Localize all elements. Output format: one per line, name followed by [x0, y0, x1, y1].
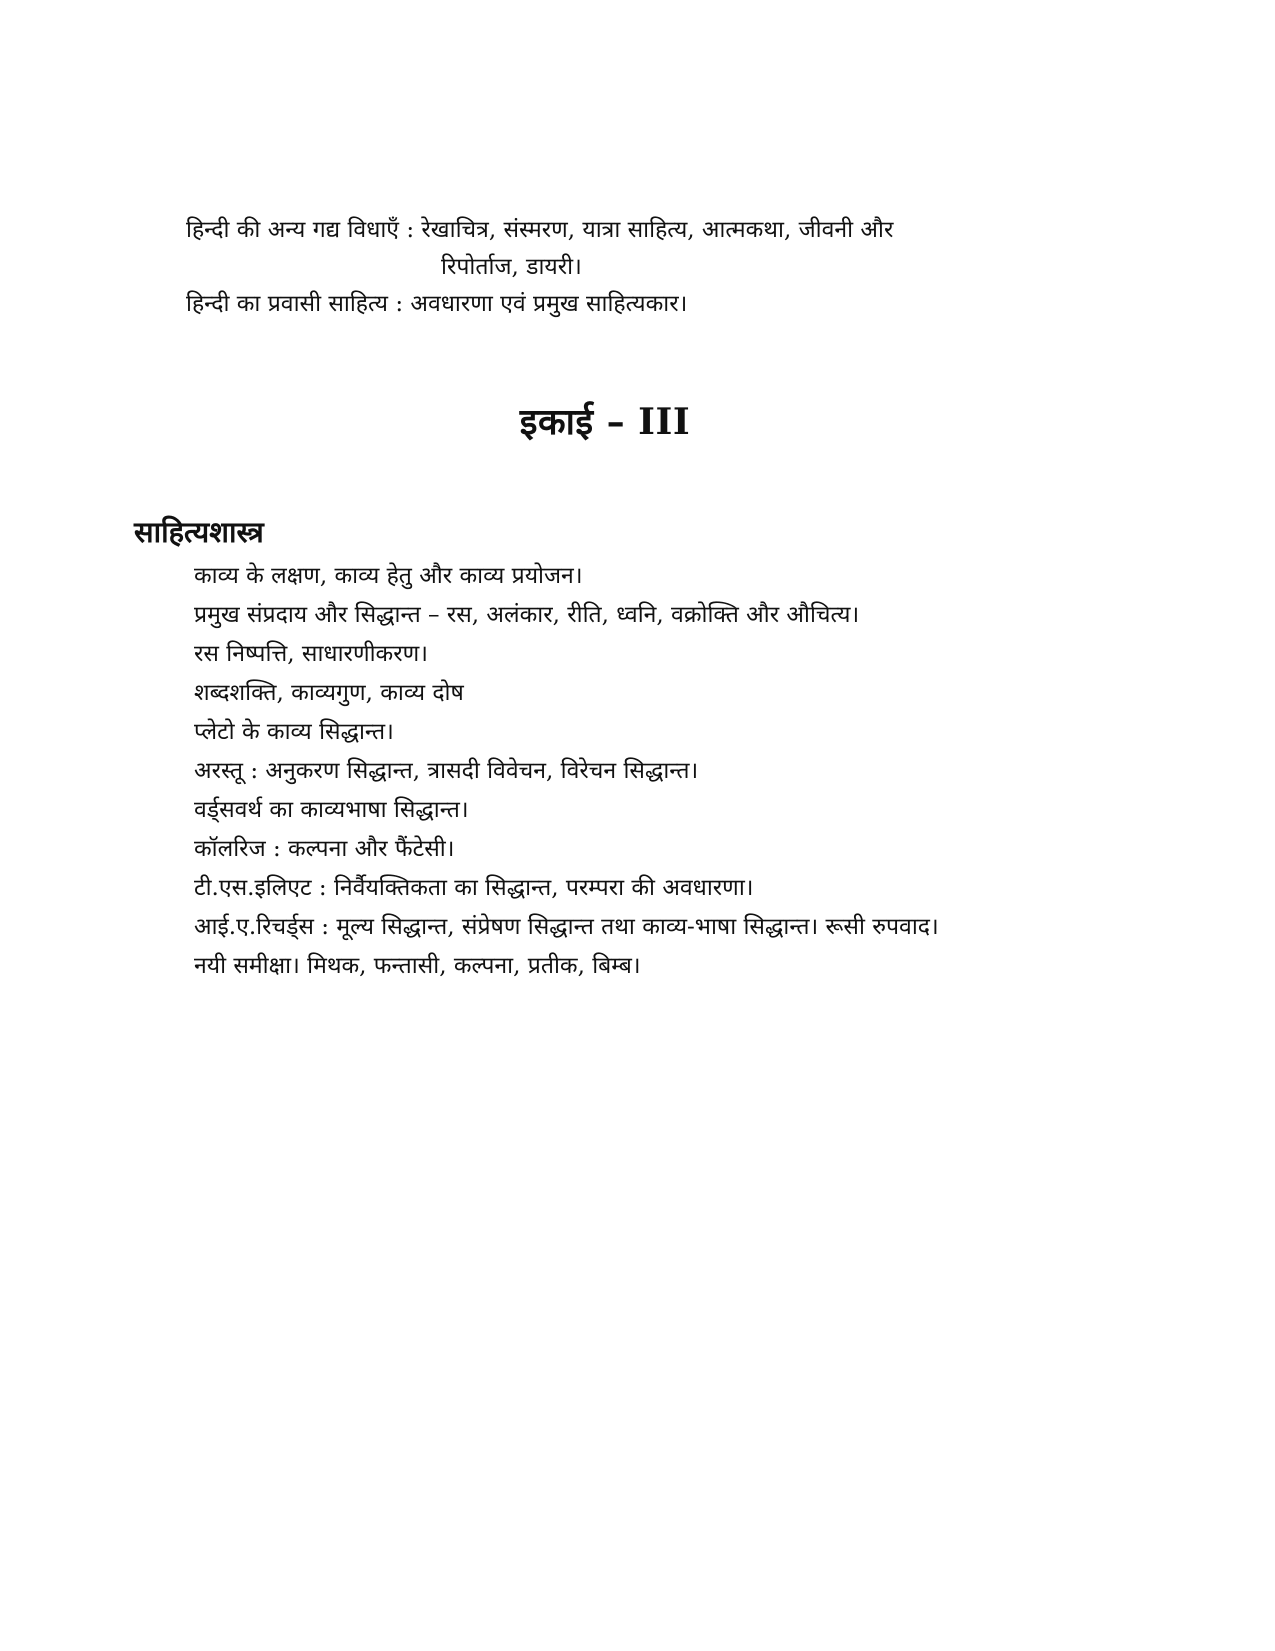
topic-list	[194, 557, 1234, 986]
topic-item: वर्ड्सवर्थ का काव्यभाषा सिद्धान्त।	[194, 797, 469, 823]
topic-item: आई.ए.रिचर्ड्स : मूल्य सिद्धान्त, संप्रेषण सिद्धान्त तथा काव्य-भाषा सिद्धान्त। रूसी रुपवाद।	[194, 914, 939, 940]
topic-item: अरस्तू : अनुकरण सिद्धान्त, त्रासदी विवेचन, विरेचन सिद्धान्त।	[194, 758, 699, 784]
topic-item: काव्य के लक्षण, काव्य हेतु और काव्य प्रयोजन।	[194, 563, 583, 589]
topic-item: प्लेटो के काव्य सिद्धान्त।	[194, 719, 394, 745]
topic-item: कॉलरिज : कल्पना और फैंटेसी।	[194, 836, 455, 862]
section-heading: साहित्यशास्त्र	[134, 515, 264, 549]
topic-item: शब्दशक्ति, काव्यगुण, काव्य दोष	[194, 680, 464, 706]
intro-line-head: हिन्दी की अन्य गद्य विधाएँ :	[186, 217, 422, 243]
intro-line-diaspora-literature	[186, 286, 1086, 323]
topic-item: टी.एस.इलिएट : निर्वैयक्तिकता का सिद्धान्त, परम्परा की अवधारणा।	[194, 875, 754, 901]
intro-line-text: रेखाचित्र, संस्मरण, यात्रा साहित्य, आत्मकथा, जीवनी और	[421, 217, 894, 243]
intro-line-continuation: रिपोर्ताज, डायरी।	[441, 254, 582, 280]
topic-item: रस निष्पत्ति, साधारणीकरण।	[194, 641, 428, 667]
unit-heading: इकाई – III	[519, 401, 691, 443]
intro-line-text: अवधारणा एवं प्रमुख साहित्यकार।	[410, 291, 688, 317]
intro-block	[186, 212, 1086, 323]
topic-item: नयी समीक्षा। मिथक, फन्तासी, कल्पना, प्रतीक, बिम्ब।	[194, 953, 641, 979]
intro-line-head: हिन्दी का प्रवासी साहित्य :	[186, 291, 411, 317]
topic-item: प्रमुख संप्रदाय और सिद्धान्त – रस, अलंकार, रीति, ध्वनि, वक्रोक्ति और औचित्य।	[194, 602, 860, 628]
intro-line-other-prose-forms	[186, 212, 1086, 249]
